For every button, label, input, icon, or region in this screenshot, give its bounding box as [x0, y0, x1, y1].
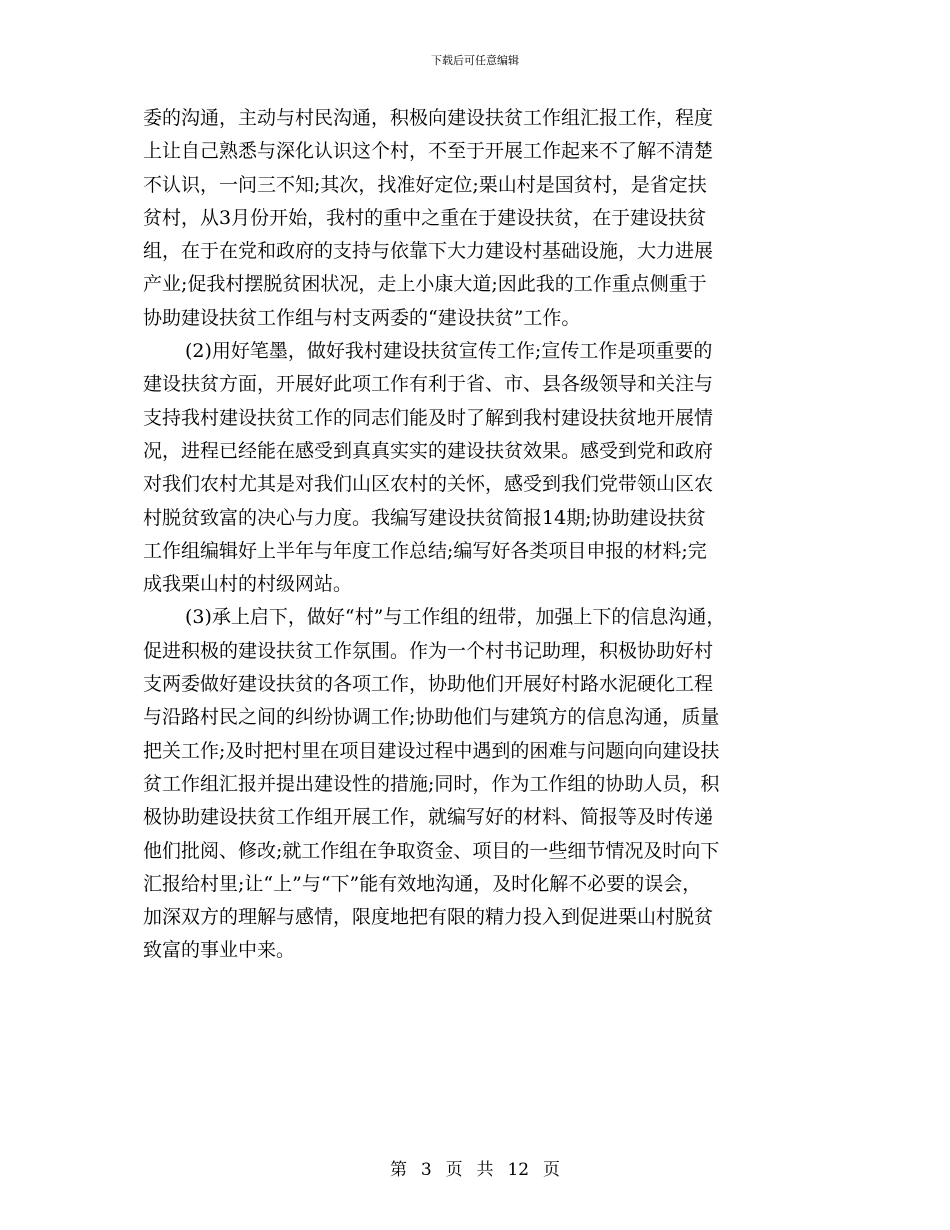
text-line: 与沿路村民之间的纠纷协调工作;协助他们与建筑方的信息沟通，质量 [143, 706, 720, 729]
text-line: 促进积极的建设扶贫工作氛围。作为一个村书记助理，积极协助好村 [143, 639, 714, 662]
text-line: 建设扶贫方面，开展好此项工作有利于省、市、县各级领导和关注与 [143, 373, 714, 396]
text-line: 工作组编辑好上半年与年度工作总结;编写好各类项目申报的材料;完 [143, 539, 707, 562]
text-line: 村脱贫致富的决心与力度。我编写建设扶贫简报14期;协助建设扶贫 [143, 506, 706, 529]
text-line: 加深双方的理解与感情，限度地把有限的精力投入到促进栗山村脱贫 [143, 906, 714, 929]
header-note: 下载后可任意编辑 [431, 54, 519, 67]
text-line: 他们批阅、修改;就工作组在争取资金、项目的一些细节情况及时向下 [143, 839, 720, 862]
page-number: 第 3 页 共 12 页 [390, 1160, 560, 1180]
paragraph-start-line: (3)承上启下，做好“村”与工作组的纽带，加强上下的信息沟通， [185, 606, 726, 629]
text-line: 极协助建设扶贫工作组开展工作，就编写好的材料、简报等及时传递 [143, 806, 714, 829]
paragraph-start-line: (2)用好笔墨，做好我村建设扶贫宣传工作;宣传工作是项重要的 [185, 340, 713, 363]
text-line: 贫工作组汇报并提出建设性的措施;同时，作为工作组的协助人员，积 [143, 772, 720, 795]
text-line: 成我栗山村的村级网站。 [143, 573, 353, 596]
text-line: 对我们农村尤其是对我们山区农村的关怀，感受到我们党带领山区农 [143, 473, 714, 496]
text-line: 贫村，从3月份开始，我村的重中之重在于建设扶贫，在于建设扶贫 [143, 206, 707, 229]
text-line: 产业;促我村摆脱贫困状况，走上小康大道;因此我的工作重点侧重于 [143, 273, 707, 296]
text-line: 汇报给村里;让“上”与“下”能有效地沟通，及时化解不必要的误会， [143, 872, 702, 895]
text-line: 不认识，一问三不知;其次，找准好定位;栗山村是国贫村，是省定扶 [143, 173, 707, 196]
document-body [143, 102, 823, 968]
text-line: 组，在于在党和政府的支持与依靠下大力建设村基础设施，大力进展 [143, 240, 714, 263]
text-line: 委的沟通，主动与村民沟通，积极向建设扶贫工作组汇报工作，程度 [143, 107, 714, 129]
text-line: 况，进程已经能在感受到真真实实的建设扶贫效果。感受到党和政府 [143, 439, 714, 462]
text-line: 支两委做好建设扶贫的各项工作，协助他们开展好村路水泥硬化工程 [143, 673, 714, 696]
text-line: 把关工作;及时把村里在项目建设过程中遇到的困难与问题向向建设扶 [143, 739, 720, 762]
text-line: 上让自己熟悉与深化认识这个村，不至于开展工作起来不了解不清楚 [143, 140, 714, 163]
text-line: 协助建设扶贫工作组与村支两委的“建设扶贫”工作。 [143, 306, 581, 329]
text-line: 致富的事业中来。 [143, 939, 296, 962]
text-line: 支持我村建设扶贫工作的同志们能及时了解到我村建设扶贫地开展情 [143, 406, 714, 429]
